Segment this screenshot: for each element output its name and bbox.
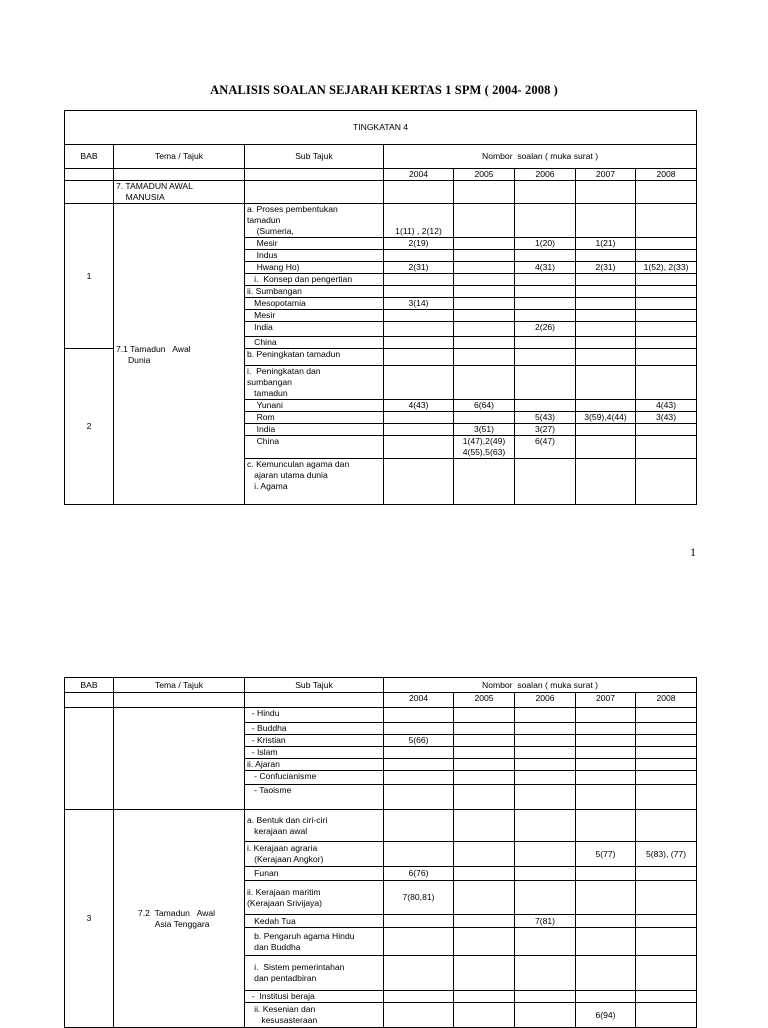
question-cell: 3(43) [636, 412, 697, 424]
question-cell [454, 322, 515, 337]
question-cell [515, 204, 576, 238]
question-cell [636, 459, 697, 505]
sub-tajuk-cell: i. Kerajaan agraria (Kerajaan Angkor) [245, 842, 384, 867]
question-cell [576, 723, 636, 735]
question-cell [454, 956, 515, 991]
sub-tajuk-cell: i. Peningkatan dan sumbangan tamadun [245, 366, 384, 400]
question-cell [384, 842, 454, 867]
header-bab: BAB [65, 145, 114, 169]
year-header: 2005 [454, 169, 515, 181]
question-cell [454, 759, 515, 771]
question-cell [384, 956, 454, 991]
sub-tajuk-cell: b. Peningkatan tamadun [245, 349, 384, 366]
question-cell [636, 867, 697, 881]
sub-tajuk-cell: - Institusi beraja [245, 991, 384, 1003]
question-cell [576, 771, 636, 785]
question-cell [454, 708, 515, 723]
question-cell [454, 298, 515, 310]
question-cell [384, 424, 454, 436]
question-cell [454, 735, 515, 747]
question-cell [454, 867, 515, 881]
question-cell: 6(94) [576, 1003, 636, 1028]
question-cell [636, 723, 697, 735]
question-cell [384, 708, 454, 723]
question-cell [576, 991, 636, 1003]
question-cell: 7(80,81) [384, 881, 454, 915]
question-cell [454, 262, 515, 274]
sub-tajuk-cell: - Islam [245, 747, 384, 759]
question-cell [515, 349, 576, 366]
question-cell [636, 337, 697, 349]
question-cell [515, 459, 576, 505]
question-cell: 4(31) [515, 262, 576, 274]
question-cell: 2(19) [384, 238, 454, 250]
question-cell [454, 991, 515, 1003]
question-cell [576, 337, 636, 349]
question-cell: 1(11) , 2(12) [384, 204, 454, 238]
header-nombor: Nombor soalan ( muka surat ) [384, 145, 697, 169]
question-cell [636, 298, 697, 310]
question-cell [515, 928, 576, 956]
question-cell [636, 349, 697, 366]
question-cell [576, 747, 636, 759]
bab-number: 2 [65, 349, 114, 505]
tingkatan-heading: TINGKATAN 4 [65, 111, 697, 145]
question-cell [576, 366, 636, 400]
sub-tajuk-cell: China [245, 337, 384, 349]
analysis-table-1 [64, 110, 697, 505]
question-cell [454, 412, 515, 424]
sub-tajuk-cell: i. Konsep dan pengertian [245, 274, 384, 286]
question-cell [454, 337, 515, 349]
table-row [65, 204, 697, 238]
question-cell [636, 250, 697, 262]
question-cell [576, 956, 636, 991]
question-cell [576, 274, 636, 286]
sub-tajuk-cell: b. Pengaruh agama Hindu dan Buddha [245, 928, 384, 956]
question-cell [454, 366, 515, 400]
question-cell [454, 274, 515, 286]
sub-tajuk-cell: Kedah Tua [245, 915, 384, 928]
question-cell [576, 735, 636, 747]
question-cell [515, 771, 576, 785]
question-cell [576, 400, 636, 412]
question-cell [636, 424, 697, 436]
question-cell [576, 759, 636, 771]
bab-number: 3 [65, 810, 114, 1028]
header-nombor: Nombor soalan ( muka surat ) [384, 678, 697, 693]
question-cell [576, 204, 636, 238]
question-cell: 5(83), (77) [636, 842, 697, 867]
table-row [65, 708, 697, 723]
question-cell [515, 735, 576, 747]
question-cell [515, 747, 576, 759]
sub-tajuk-cell: a. Bentuk dan ciri-ciri kerajaan awal [245, 810, 384, 842]
year-header: 2006 [515, 169, 576, 181]
question-cell [454, 881, 515, 915]
question-cell [515, 842, 576, 867]
sub-tajuk-cell: Funan [245, 867, 384, 881]
question-cell [576, 708, 636, 723]
question-cell [384, 785, 454, 810]
question-cell [636, 928, 697, 956]
question-cell: 3(14) [384, 298, 454, 310]
question-cell [515, 810, 576, 842]
question-cell [454, 842, 515, 867]
question-cell [636, 274, 697, 286]
question-cell: 4(43) [384, 400, 454, 412]
sub-tajuk-cell: ii. Ajaran [245, 759, 384, 771]
question-cell [576, 881, 636, 915]
question-cell: 6(64) [454, 400, 515, 412]
question-cell [636, 881, 697, 915]
bab-number: 1 [65, 204, 114, 349]
question-cell [636, 436, 697, 459]
question-cell [384, 459, 454, 505]
question-cell [384, 322, 454, 337]
question-cell [636, 322, 697, 337]
question-cell [454, 785, 515, 810]
question-cell [576, 286, 636, 298]
sub-tajuk-cell: - Taoisme [245, 785, 384, 810]
question-cell [384, 349, 454, 366]
question-cell [636, 204, 697, 238]
year-header: 2006 [515, 693, 576, 708]
question-cell [454, 310, 515, 322]
question-cell: 5(43) [515, 412, 576, 424]
question-cell [454, 915, 515, 928]
question-cell [515, 785, 576, 810]
question-cell: 1(52), 2(33) [636, 262, 697, 274]
header-bab: BAB [65, 678, 114, 693]
question-cell [384, 274, 454, 286]
sub-tajuk-cell: Indus [245, 250, 384, 262]
question-cell [384, 366, 454, 400]
question-cell [576, 915, 636, 928]
question-cell: 7(81) [515, 915, 576, 928]
question-cell [454, 771, 515, 785]
sub-tajuk-cell: - Kristian [245, 735, 384, 747]
question-cell [636, 915, 697, 928]
question-cell: 5(77) [576, 842, 636, 867]
question-cell: 3(27) [515, 424, 576, 436]
header-tema: Tema / Tajuk [114, 678, 245, 693]
sub-tajuk-cell: - Hindu [245, 708, 384, 723]
question-cell [636, 310, 697, 322]
question-cell [384, 928, 454, 956]
header-sub: Sub Tajuk [245, 678, 384, 693]
question-cell [515, 956, 576, 991]
question-cell: 1(47),2(49) 4(55),5(63) [454, 436, 515, 459]
year-header: 2008 [636, 169, 697, 181]
tema-cell [114, 708, 245, 810]
question-cell [454, 349, 515, 366]
question-cell [576, 349, 636, 366]
question-cell [454, 286, 515, 298]
question-cell [576, 298, 636, 310]
page-number: 1 [690, 545, 696, 559]
question-cell [515, 250, 576, 262]
sub-tajuk-cell: Rom [245, 412, 384, 424]
question-cell [454, 250, 515, 262]
question-cell: 2(31) [576, 262, 636, 274]
question-cell [576, 310, 636, 322]
question-cell [515, 366, 576, 400]
question-cell [384, 250, 454, 262]
question-cell [384, 771, 454, 785]
question-cell [515, 400, 576, 412]
question-cell [636, 366, 697, 400]
sub-tajuk-cell: Mesir [245, 238, 384, 250]
sub-tajuk-cell: a. Proses pembentukan tamadun (Sumeria, [245, 204, 384, 238]
question-cell [636, 708, 697, 723]
question-cell [576, 928, 636, 956]
question-cell [515, 274, 576, 286]
page-title: ANALISIS SOALAN SEJARAH KERTAS 1 SPM ( 2004- 2008 ) [210, 83, 558, 97]
table-row [65, 810, 697, 842]
header-tema: Tema / Tajuk [114, 145, 245, 169]
question-cell [454, 238, 515, 250]
question-cell: 3(59),4(44) [576, 412, 636, 424]
question-cell [576, 459, 636, 505]
question-cell [515, 310, 576, 322]
question-cell [515, 723, 576, 735]
sub-tajuk-cell: c. Kemunculan agama dan ajaran utama dunia i. Agama [245, 459, 384, 505]
question-cell [515, 286, 576, 298]
question-cell: 5(66) [384, 735, 454, 747]
question-cell: 6(47) [515, 436, 576, 459]
sub-tajuk-cell: India [245, 322, 384, 337]
question-cell [576, 867, 636, 881]
question-cell: 6(76) [384, 867, 454, 881]
tema-heading: 7. TAMADUN AWAL MANUSIA [114, 181, 245, 204]
sub-tajuk-cell: India [245, 424, 384, 436]
sub-tajuk-cell: - Buddha [245, 723, 384, 735]
question-cell: 4(43) [636, 400, 697, 412]
sub-tajuk-cell: Mesopotamia [245, 298, 384, 310]
question-cell [454, 459, 515, 505]
question-cell [454, 928, 515, 956]
question-cell [636, 810, 697, 842]
question-cell [515, 298, 576, 310]
question-cell [515, 337, 576, 349]
sub-tajuk-cell: - Confucianisme [245, 771, 384, 785]
question-cell [384, 337, 454, 349]
question-cell [454, 747, 515, 759]
sub-tajuk-cell: Hwang Ho) [245, 262, 384, 274]
question-cell [636, 956, 697, 991]
question-cell [576, 785, 636, 810]
question-cell [636, 771, 697, 785]
sub-tajuk-cell: Mesir [245, 310, 384, 322]
question-cell [636, 735, 697, 747]
sub-tajuk-cell: ii. Sumbangan [245, 286, 384, 298]
question-cell: 2(26) [515, 322, 576, 337]
sub-tajuk-cell: i. Sistem pemerintahan dan pentadbiran [245, 956, 384, 991]
question-cell [576, 250, 636, 262]
question-cell [384, 310, 454, 322]
question-cell [384, 747, 454, 759]
sub-tajuk-cell: ii. Kesenian dan kesusasteraan [245, 1003, 384, 1028]
question-cell [576, 322, 636, 337]
question-cell [636, 759, 697, 771]
year-header: 2004 [384, 693, 454, 708]
question-cell [515, 991, 576, 1003]
year-header: 2007 [576, 169, 636, 181]
year-header: 2007 [576, 693, 636, 708]
question-cell [454, 204, 515, 238]
sub-tajuk-cell: Yunani [245, 400, 384, 412]
question-cell [576, 424, 636, 436]
question-cell [515, 881, 576, 915]
tema-cell: 7.1 Tamadun Awal Dunia [114, 204, 245, 505]
question-cell [636, 785, 697, 810]
question-cell: 1(21) [576, 238, 636, 250]
sub-tajuk-cell: China [245, 436, 384, 459]
bab-cell [65, 708, 114, 810]
question-cell [384, 759, 454, 771]
question-cell [515, 759, 576, 771]
year-header: 2004 [384, 169, 454, 181]
question-cell: 2(31) [384, 262, 454, 274]
question-cell [515, 867, 576, 881]
question-cell: 3(51) [454, 424, 515, 436]
sub-tajuk-cell: ii. Kerajaan maritim (Kerajaan Srivijaya) [245, 881, 384, 915]
question-cell [576, 810, 636, 842]
question-cell: 1(20) [515, 238, 576, 250]
year-header: 2005 [454, 693, 515, 708]
question-cell [636, 238, 697, 250]
question-cell [515, 708, 576, 723]
question-cell [384, 915, 454, 928]
question-cell [636, 747, 697, 759]
question-cell [576, 436, 636, 459]
question-cell [384, 991, 454, 1003]
question-cell [454, 810, 515, 842]
question-cell [384, 436, 454, 459]
tema-cell: 7.2 Tamadun Awal Asia Tenggara [114, 810, 245, 1028]
question-cell [384, 810, 454, 842]
header-sub: Sub Tajuk [245, 145, 384, 169]
question-cell [636, 286, 697, 298]
question-cell [384, 723, 454, 735]
year-header: 2008 [636, 693, 697, 708]
question-cell [636, 991, 697, 1003]
question-cell [454, 723, 515, 735]
question-cell [384, 412, 454, 424]
analysis-table-2 [64, 677, 697, 1028]
question-cell [384, 286, 454, 298]
